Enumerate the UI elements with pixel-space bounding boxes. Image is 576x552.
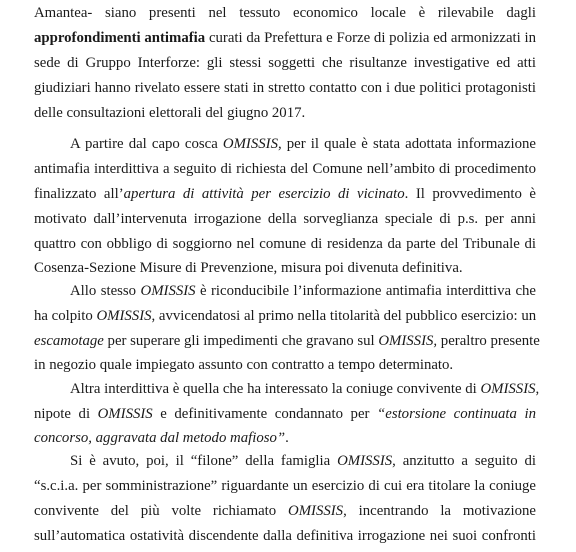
italic-text: apertura di attività per esercizio di vicinato xyxy=(123,186,405,202)
text-run: in negozio quale impiegato assunto con contratto a tempo determinato. xyxy=(34,357,454,373)
text-line xyxy=(34,429,536,447)
italic-text: OMISSIS xyxy=(140,283,196,299)
text-line xyxy=(34,477,536,495)
text-run: antimafia interdittiva a seguito di richiesta del Comune nell’ambito di procedimento xyxy=(34,161,536,177)
text-run: Amantea- siano presenti nel tessuto economico locale è rilevabile dagli xyxy=(34,5,536,21)
text-run: , incentrando la motivazione xyxy=(343,503,536,519)
italic-text: OMISSIS xyxy=(96,308,152,324)
text-run: giudiziari hanno rivelato essere stati in stretto contatto con i due politici protagonisti xyxy=(34,80,536,96)
text-run: ha colpito xyxy=(34,308,97,324)
italic-text: OMISSIS xyxy=(480,381,536,397)
text-run: nipote di xyxy=(34,406,98,422)
text-line xyxy=(34,405,536,423)
text-line xyxy=(34,29,536,47)
text-run: finalizzato all’ xyxy=(34,186,124,202)
text-run: e definitivamente condannato per xyxy=(152,406,378,422)
text-line xyxy=(34,185,536,203)
text-run: delle consultazioni elettorali del giugno 2017. xyxy=(34,105,306,121)
text-run: , anzitutto a seguito di xyxy=(392,453,536,469)
text-run: Cosenza-Sezione Misure di Prevenzione, misura poi divenuta definitiva. xyxy=(34,260,463,276)
text-line xyxy=(34,160,536,178)
text-line xyxy=(70,452,536,470)
text-line xyxy=(70,282,536,300)
text-line xyxy=(34,104,536,122)
text-run: motivato dall’intervenuta irrogazione della sorveglianza speciale di p.s. per anni xyxy=(34,211,536,227)
text-run: sull’automatica ostatività discendente dalla definitiva irrogazione nei suoi confronti xyxy=(34,528,536,544)
italic-text: OMISSIS, xyxy=(378,333,438,349)
text-run: “s.c.i.a. per somministrazione” riguardante un esercizio di cui era titolare la coniuge xyxy=(34,478,536,494)
text-run: peraltro presente xyxy=(437,333,540,349)
text-run: Altra interdittiva è quella che ha interessato la coniuge convivente di xyxy=(70,381,481,397)
text-run: quattro con obbligo di soggiorno nel comune di residenza da parte del Tribunale di xyxy=(34,236,536,252)
text-line xyxy=(34,54,536,72)
text-line xyxy=(34,259,536,277)
text-run: Allo stesso xyxy=(70,283,141,299)
text-line xyxy=(34,332,540,350)
text-run: per superare gli impedimenti che gravano sul xyxy=(103,333,379,349)
italic-text: OMISSIS xyxy=(288,503,344,519)
italic-text: escamotage xyxy=(34,333,104,349)
text-run: , avvicendatosi al primo nella titolarità del pubblico esercizio: un xyxy=(151,308,537,324)
text-run: . xyxy=(285,430,289,446)
text-run: , xyxy=(535,381,540,397)
text-run: Si è avuto, poi, il “filone” della famiglia xyxy=(70,453,338,469)
text-line xyxy=(34,79,536,97)
italic-text: “estorsione continuata in xyxy=(377,406,536,422)
text-line xyxy=(70,135,536,153)
text-line xyxy=(34,502,536,520)
text-line xyxy=(34,210,536,228)
text-line xyxy=(34,527,536,545)
text-line xyxy=(70,380,540,398)
italic-text: OMISSIS xyxy=(97,406,153,422)
italic-text: concorso, aggravata dal metodo mafioso” xyxy=(34,430,286,446)
text-line xyxy=(34,307,536,325)
text-run: , per il quale è stata adottata informazione xyxy=(277,136,536,152)
text-line xyxy=(34,235,536,253)
italic-text: OMISSIS xyxy=(337,453,393,469)
text-run: sede di Gruppo Interforze: gli stessi soggetti che risultanze investigative ed atti xyxy=(34,55,536,71)
bold-text: approfondimenti antimafia xyxy=(34,30,206,46)
text-run: . Il provvedimento è xyxy=(404,186,536,202)
italic-text: OMISSIS xyxy=(222,136,278,152)
text-run: convivente del più volte richiamato xyxy=(34,503,289,519)
text-run: è riconducibile l’informazione antimafia interdittiva che xyxy=(195,283,536,299)
text-run: A partire dal capo cosca xyxy=(70,136,223,152)
text-run: curati da Prefettura e Forze di polizia ed armonizzati in xyxy=(205,30,537,46)
text-line xyxy=(34,4,536,22)
text-line xyxy=(34,356,536,374)
